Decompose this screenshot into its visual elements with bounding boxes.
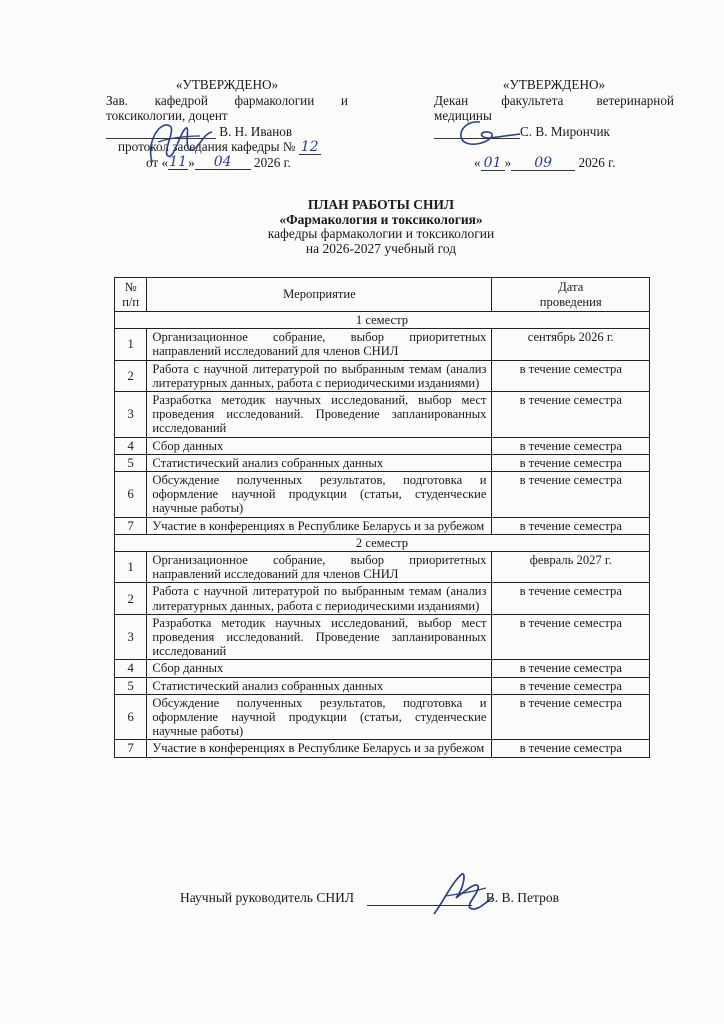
approver-position-right: Декан факультета ветеринарной <box>434 92 674 108</box>
row-event: Статистический анализ собранных данных <box>147 677 492 694</box>
table-row <box>115 360 650 391</box>
header-event: Мероприятие <box>147 278 492 312</box>
row-date: сентябрь 2026 г. <box>492 329 650 360</box>
supervisor-footer <box>180 890 630 906</box>
date-year-right: 2026 г. <box>578 155 616 170</box>
approver-position-right-2: медицины <box>434 108 492 123</box>
row-number: 6 <box>115 472 147 518</box>
row-number: 6 <box>115 694 147 740</box>
table-row <box>115 437 650 454</box>
title-line-1: ПЛАН РАБОТЫ СНИЛ <box>307 197 455 212</box>
table-row <box>115 517 650 534</box>
row-event: Обсуждение полученных результатов, подготовка и оформление научной продукции (статьи, студенческие научные работы) <box>147 472 492 518</box>
row-number: 2 <box>115 360 147 391</box>
header-number-line-2: п/п <box>122 294 140 309</box>
date-day-right: 01 <box>481 156 505 171</box>
row-event: Организационное собрание, выбор приоритетных направлений исследований для членов СНИЛ <box>147 552 492 583</box>
row-number: 1 <box>115 329 147 360</box>
row-event: Обсуждение полученных результатов, подготовка и оформление научной продукции (статьи, студенческие научные работы) <box>147 694 492 740</box>
table-row <box>115 694 650 740</box>
document-title <box>120 198 642 256</box>
table-row <box>115 614 650 660</box>
supervisor-signature-line <box>367 891 472 906</box>
table-row <box>115 677 650 694</box>
header-date-line-1: Дата <box>558 280 584 295</box>
header-date <box>492 278 650 312</box>
approver-position-left-2: токсикологии, доцент <box>106 108 228 123</box>
table-row <box>115 454 650 471</box>
date-year-left: 2026 г. <box>253 154 291 170</box>
row-date: в течение семестра <box>492 660 650 677</box>
approver-name-right: С. В. Мирончик <box>520 123 610 139</box>
row-date: в течение семестра <box>492 677 650 694</box>
row-date: в течение семестра <box>492 392 650 438</box>
row-date: в течение семестра <box>492 360 650 391</box>
approval-block-left <box>106 77 348 170</box>
semester-header-row <box>115 534 650 551</box>
row-number: 2 <box>115 583 147 614</box>
signature-line-right <box>434 124 520 139</box>
approver-signature-row-right <box>434 124 674 140</box>
table-body <box>115 312 650 758</box>
protocol-number: 12 <box>299 140 321 155</box>
row-number: 5 <box>115 677 147 694</box>
table-row <box>115 392 650 438</box>
row-event: Участие в конференциях в Республике Беларусь и за рубежом <box>147 740 492 757</box>
row-event: Статистический анализ собранных данных <box>147 454 492 471</box>
approval-date-left: от «11» 04 2026 г. <box>146 154 291 170</box>
approver-position-left: Зав. кафедрой фармакологии и <box>106 92 348 108</box>
row-event: Разработка методик научных исследований, выбор мест проведения исследований. Проведение запланированных исследований <box>147 392 492 438</box>
table-row <box>115 552 650 583</box>
row-event: Сбор данных <box>147 660 492 677</box>
row-date: в течение семестра <box>492 740 650 757</box>
supervisor-role: Научный руководитель СНИЛ <box>180 890 354 905</box>
row-number: 3 <box>115 614 147 660</box>
date-month-left: 04 <box>195 155 251 170</box>
semester-header-row <box>115 312 650 329</box>
row-number: 7 <box>115 740 147 757</box>
row-date: в течение семестра <box>492 614 650 660</box>
protocol-label: протокол заседания кафедры № <box>118 139 296 154</box>
row-date: в течение семестра <box>492 694 650 740</box>
title-line-3: кафедры фармакологии и токсикологии <box>267 226 495 241</box>
table-row <box>115 740 650 757</box>
supervisor-name: В. В. Петров <box>485 890 559 905</box>
row-date: в течение семестра <box>492 583 650 614</box>
title-line-2: «Фармакология и токсикология» <box>279 211 483 227</box>
row-event: Работа с научной литературой по выбранным темам (анализ литературных данных, работа с периодическими изданиями) <box>147 360 492 391</box>
row-event: Разработка методик научных исследований, выбор мест проведения исследований. Проведение запланированных исследований <box>147 614 492 660</box>
approval-stamp-left: «УТВЕРЖДЕНО» <box>175 77 279 92</box>
row-number: 3 <box>115 392 147 438</box>
protocol-row <box>106 139 348 155</box>
table-header-row <box>115 278 650 312</box>
row-number: 4 <box>115 437 147 454</box>
header-number <box>115 278 147 312</box>
semester-label: 1 семестр <box>115 312 650 329</box>
approval-block-right <box>434 77 674 171</box>
date-day-left: 11 <box>169 154 187 170</box>
date-prefix-left: от « <box>146 154 169 170</box>
signature-line-left <box>106 124 216 139</box>
approver-signature-row-left <box>106 124 348 140</box>
approval-date-right: « 01 » 09 2026 г. <box>474 154 616 171</box>
date-month-right: 09 <box>511 156 575 171</box>
row-number: 7 <box>115 517 147 534</box>
row-number: 1 <box>115 552 147 583</box>
row-date: в течение семестра <box>492 437 650 454</box>
row-date: в течение семестра <box>492 517 650 534</box>
row-date: в течение семестра <box>492 454 650 471</box>
table-row <box>115 329 650 360</box>
semester-label: 2 семестр <box>115 534 650 551</box>
row-event: Участие в конференциях в Республике Беларусь и за рубежом <box>147 517 492 534</box>
row-number: 5 <box>115 454 147 471</box>
header-date-line-2: проведения <box>539 294 602 309</box>
row-number: 4 <box>115 660 147 677</box>
row-event: Сбор данных <box>147 437 492 454</box>
approval-stamp-right: «УТВЕРЖДЕНО» <box>502 77 606 92</box>
table-row <box>115 660 650 677</box>
row-event: Работа с научной литературой по выбранным темам (анализ литературных данных, работа с периодическими изданиями) <box>147 583 492 614</box>
title-line-4: на 2026-2027 учебный год <box>305 240 457 256</box>
header-number-line-1: № <box>124 280 137 295</box>
table-row <box>115 583 650 614</box>
row-date: февраль 2027 г. <box>492 552 650 583</box>
row-date: в течение семестра <box>492 472 650 518</box>
row-event: Организационное собрание, выбор приоритетных направлений исследований для членов СНИЛ <box>147 329 492 360</box>
approver-name-left: В. Н. Иванов <box>219 123 293 139</box>
work-plan-table <box>114 277 650 758</box>
table-row <box>115 472 650 518</box>
